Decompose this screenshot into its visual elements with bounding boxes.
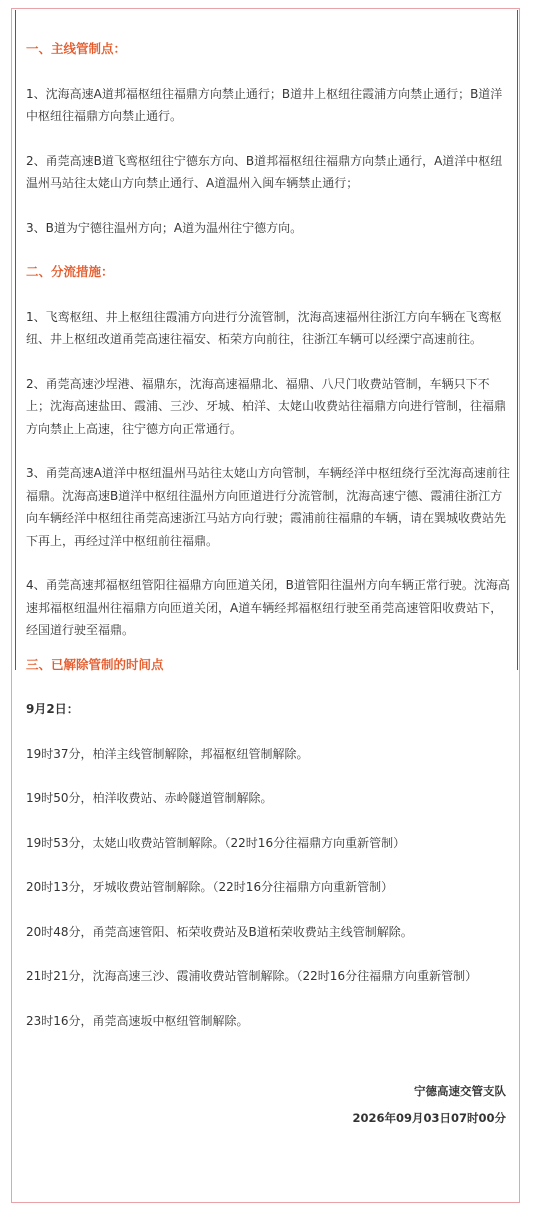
section-2-item-3: 3、甬莞高速A道洋中枢纽温州马站往太姥山方向管制，车辆经洋中枢纽绕行至沈海高速前往福鼎。沈海高速B道洋中枢纽往温州方向匝道进行分流管制，沈海高速宁德、霞浦往浙江方向车辆经洋中枢纽往甬莞高速浙江马站方向行驶；霞浦前往福鼎的车辆，请在巽城收费站先下再上，再经过洋中枢纽前往福鼎。 <box>26 466 510 548</box>
section-2-item-1: 1、飞鸾枢纽、井上枢纽往霞浦方向进行分流管制，沈海高速福州往浙江方向车辆在飞鸾枢纽、井上枢纽改道甬莞高速往福安、柘荣方向前往，往浙江车辆可以经溧宁高速前往。 <box>26 309 502 346</box>
left-red-rule <box>15 10 16 670</box>
release-item-4: 20时13分，牙城收费站管制解除。（22时16分往福鼎方向重新管制） <box>26 880 394 894</box>
release-item-5: 20时48分，甬莞高速管阳、柘荣收费站及B道柘荣收费站主线管制解除。 <box>26 924 413 939</box>
section-3-date: 9月2日： <box>26 702 79 716</box>
release-item-2: 19时50分，柏洋收费站、赤岭隧道管制解除。 <box>26 791 273 805</box>
release-item-3: 19时53分，太姥山收费站管制解除。（22时16分往福鼎方向重新管制） <box>26 835 406 850</box>
section-1-title: 一、主线管制点： <box>26 41 127 56</box>
section-1-item-3: 3、B道为宁德往温州方向；A道为温州往宁德方向。 <box>26 220 303 235</box>
section-1-item-1: 1、沈海高速A道邦福枢纽往福鼎方向禁止通行；B道井上枢纽往霞浦方向禁止通行；B道洋中枢纽往福鼎方向禁止通行。 <box>26 86 503 123</box>
section-2-title: 二、分流措施： <box>26 264 114 279</box>
section-2-item-4: 4、甬莞高速邦福枢纽管阳往福鼎方向匝道关闭，B道管阳往温州方向车辆正常行驶。沈海高速邦福枢纽温州往福鼎方向匝道关闭，A道车辆经邦福枢纽行驶至甬莞高速管阳收费站下，经国道行驶至福鼎。 <box>26 578 510 637</box>
release-item-6: 21时21分，沈海高速三沙、霞浦收费站管制解除。（22时16分往福鼎方向重新管制） <box>26 969 478 983</box>
release-item-7: 23时16分，甬莞高速坂中枢纽管制解除。 <box>26 1013 249 1028</box>
section-2-item-2: 2、甬莞高速沙埕港、福鼎东，沈海高速福鼎北、福鼎、八尺门收费站管制，车辆只下不上；沈海高速盐田、霞浦、三沙、牙城、柏洋、太姥山收费站往福鼎方向进行管制，往福鼎方向禁止上高速，往宁德方向正常通行。 <box>26 376 507 436</box>
article-content <box>26 38 510 1132</box>
release-item-1: 19时37分，柏洋主线管制解除，邦福枢纽管制解除。 <box>26 746 309 761</box>
signature-org: 宁德高速交管支队 <box>414 1084 506 1098</box>
section-3-title: 三、已解除管制的时间点 <box>26 656 164 672</box>
right-red-rule <box>517 10 518 670</box>
section-1-item-2: 2、甬莞高速B道飞鸾枢纽往宁德东方向、B道邦福枢纽往福鼎方向禁止通行，A道洋中枢纽温州马站往太姥山方向禁止通行、A道温州入闽车辆禁止通行； <box>26 153 503 190</box>
signature-datetime: 2026年09月03日07时00分 <box>352 1111 506 1125</box>
